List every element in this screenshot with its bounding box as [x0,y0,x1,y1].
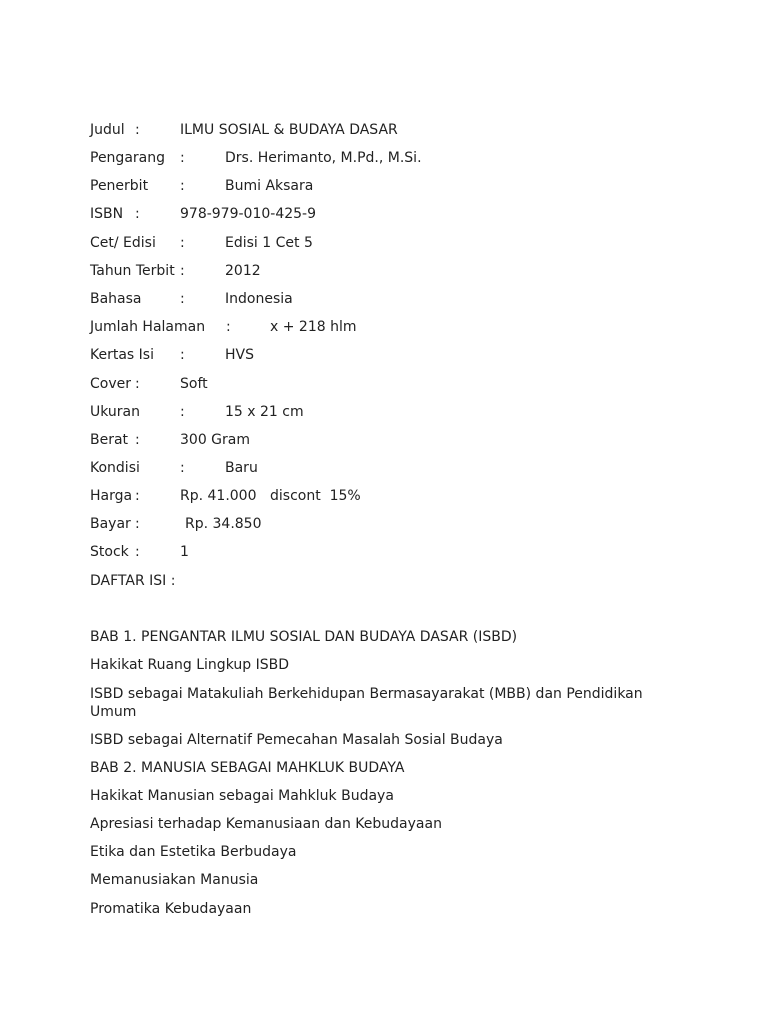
detail-value: Bumi Aksara [225,178,314,194]
detail-sep: : [180,263,185,279]
detail-label: Harga [90,488,133,504]
detail-sep: : [135,488,140,504]
toc-item: Memanusiakan Manusia [90,872,259,888]
detail-label: Kondisi [90,460,140,476]
toc-item: ISBD sebagai Alternatif Pemecahan Masalah Sosial Budaya [90,732,503,748]
detail-sep: : [135,544,140,560]
detail-label: Bayar [90,516,131,532]
detail-value: Rp. 41.000 [180,488,257,504]
detail-sep: : [180,150,185,166]
detail-sep: : [135,376,140,392]
detail-value: ILMU SOSIAL & BUDAYA DASAR [180,122,398,138]
detail-label: Berat [90,432,129,448]
detail-label: Tahun Terbit [90,263,175,279]
toc-item: Etika dan Estetika Berbudaya [90,844,297,860]
detail-sep: : [180,404,185,420]
detail-label: Ukuran [90,404,141,420]
toc-item: ISBD sebagai Matakuliah Berkehidupan Bermasayarakat (MBB) dan Pendidikan Umum [90,686,643,720]
detail-sep: : [180,460,185,476]
detail-label: Cover [90,376,131,392]
toc-item: Hakikat Ruang Lingkup ISBD [90,657,289,673]
detail-sep: : [180,235,185,251]
detail-value: Indonesia [225,291,293,307]
detail-value: Edisi 1 Cet 5 [225,235,313,251]
detail-value: 1 [180,544,189,560]
toc-chapter: BAB 2. MANUSIA SEBAGAI MAHKLUK BUDAYA [90,760,405,776]
detail-sep: : [180,178,185,194]
detail-label: Jumlah Halaman [90,319,206,335]
detail-value: x + 218 hlm [270,319,357,335]
detail-label: Stock [90,544,129,560]
detail-value: 300 Gram [180,432,250,448]
detail-value: 15 x 21 cm [225,404,304,420]
toc-chapter: BAB 1. PENGANTAR ILMU SOSIAL DAN BUDAYA DASAR (ISBD) [90,629,518,645]
discount-note: discont 15% [270,488,361,504]
detail-value: 2012 [225,263,261,279]
detail-sep: : [180,347,185,363]
toc-item: Apresiasi terhadap Kemanusiaan dan Kebudayaan [90,816,442,832]
detail-sep: : [135,206,140,222]
detail-label: Cet/ Edisi [90,235,156,251]
detail-label: ISBN [90,206,124,222]
detail-value: 978-979-010-425-9 [180,206,317,222]
detail-label: Bahasa [90,291,142,307]
detail-value: Soft [180,376,208,392]
detail-sep: : [135,516,140,532]
detail-sep: : [135,122,140,138]
toc-heading: DAFTAR ISI : [90,573,176,589]
toc-item: Hakikat Manusian sebagai Mahkluk Budaya [90,788,394,804]
detail-sep: : [226,319,231,335]
detail-label: Judul [90,122,125,138]
toc-item: Promatika Kebudayaan [90,901,252,917]
detail-sep: : [135,432,140,448]
detail-value: Rp. 34.850 [185,516,262,532]
detail-value: Drs. Herimanto, M.Pd., M.Si. [225,150,422,166]
detail-label: Penerbit [90,178,149,194]
detail-value: HVS [225,347,254,363]
detail-label: Kertas Isi [90,347,154,363]
detail-label: Pengarang [90,150,165,166]
detail-sep: : [180,291,185,307]
detail-value: Baru [225,460,258,476]
